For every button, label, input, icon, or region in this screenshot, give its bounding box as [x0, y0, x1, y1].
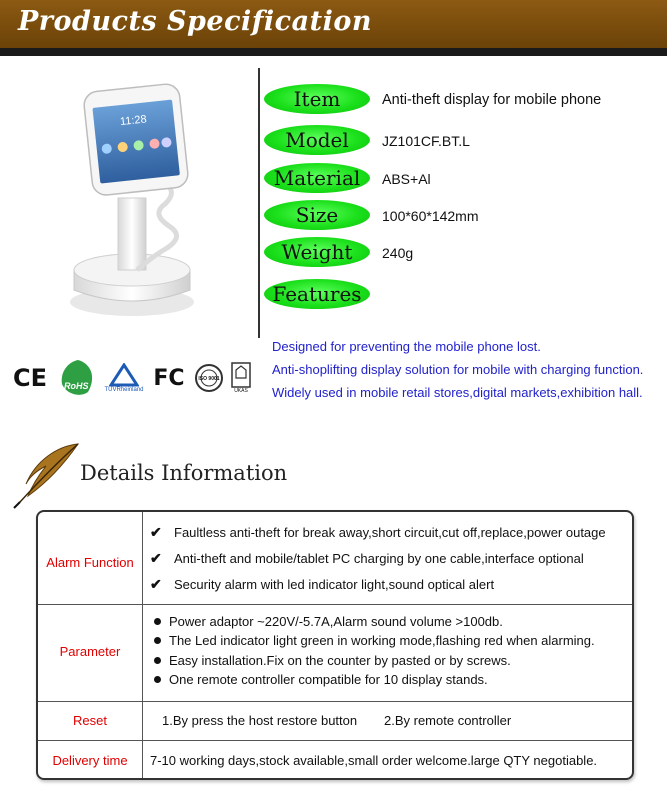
feature-line-1: Designed for preventing the mobile phone lost. [272, 339, 541, 354]
feature-line-2: Anti-shoplifting display solution for mobile with charging function. [272, 362, 644, 377]
spec-label-model: Model [264, 125, 370, 155]
spec-label-features: Features [264, 279, 370, 309]
quill-icon [8, 440, 88, 510]
vertical-divider [258, 68, 260, 338]
tuv-logo-icon [102, 356, 146, 400]
spec-value-size: 100*60*142mm [382, 208, 479, 224]
fcc-mark-icon: FC [153, 365, 185, 391]
list-item: Power adaptor ~220V/-5.7A,Alarm sound volume >100db. [150, 614, 503, 629]
spec-value-weight: 240g [382, 245, 414, 261]
row-label-delivery-time: Delivery time [52, 753, 128, 768]
iso-text: ISO 9001 [198, 376, 220, 382]
row-label-alarm-function: Alarm Function [46, 555, 134, 570]
list-item: Easy installation.Fix on the counter by pasted or by screws. [150, 653, 511, 668]
ce-mark-icon: CE [12, 364, 47, 392]
checkmark-icon: ✔ [150, 576, 162, 592]
spec-label-material: Material [264, 163, 370, 193]
ukas-mark-icon [228, 356, 254, 400]
rohs-leaf-icon [56, 356, 100, 400]
details-table [36, 510, 634, 780]
spec-value-material: ABS+Al [382, 171, 431, 187]
spec-label-item: Item [264, 84, 370, 114]
details-title: Details Information [80, 461, 288, 485]
spec-value-item: Anti-theft display for mobile phone [382, 92, 602, 108]
page-title: Products Specification [18, 6, 372, 37]
spec-label-weight: Weight [264, 237, 370, 267]
list-item: 7-10 working days,stock available,small order welcome.large QTY negotiable. [150, 753, 598, 768]
spec-value-model: JZ101CF.BT.L [382, 133, 470, 149]
phone-clock: 11:28 [119, 113, 148, 129]
header-divider [0, 48, 667, 56]
row-label-reset: Reset [73, 713, 107, 728]
list-item: The Led indicator light green in working mode,flashing red when alarming. [150, 633, 595, 648]
table-row-divider [38, 701, 632, 702]
table-column-divider [142, 512, 143, 778]
checkmark-icon: ✔ [150, 550, 162, 566]
bullet-icon [154, 637, 161, 644]
list-item: One remote controller compatible for 10 display stands. [150, 672, 488, 687]
list-item: ✔ Security alarm with led indicator light,sound optical alert [150, 576, 495, 592]
list-item: ✔ Faultless anti-theft for break away,short circuit,cut off,replace,power outage [150, 524, 606, 540]
rohs-text: RoHS [64, 381, 89, 391]
list-item: 1.By press the host restore button [162, 713, 358, 728]
iso-seal-icon [192, 356, 226, 400]
table-row-divider [38, 740, 632, 741]
feature-line-3: Widely used in mobile retail stores,digital markets,exhibition hall. [272, 385, 643, 400]
row-label-parameter: Parameter [59, 644, 121, 659]
table-row-divider [38, 604, 632, 605]
list-item: 2.By remote controller [384, 713, 512, 728]
bullet-icon [154, 676, 161, 683]
certification-logos [8, 356, 258, 400]
list-item: ✔ Anti-theft and mobile/tablet PC charging by one cable,interface optional [150, 550, 584, 566]
spec-label-size: Size [264, 200, 370, 230]
ukas-text: UKAS [234, 388, 248, 394]
tuv-text: TÜVRheinland [104, 387, 144, 393]
header-banner [0, 0, 667, 48]
checkmark-icon: ✔ [150, 524, 162, 540]
bullet-icon [154, 657, 161, 664]
product-image [60, 80, 220, 320]
bullet-icon [154, 618, 161, 625]
